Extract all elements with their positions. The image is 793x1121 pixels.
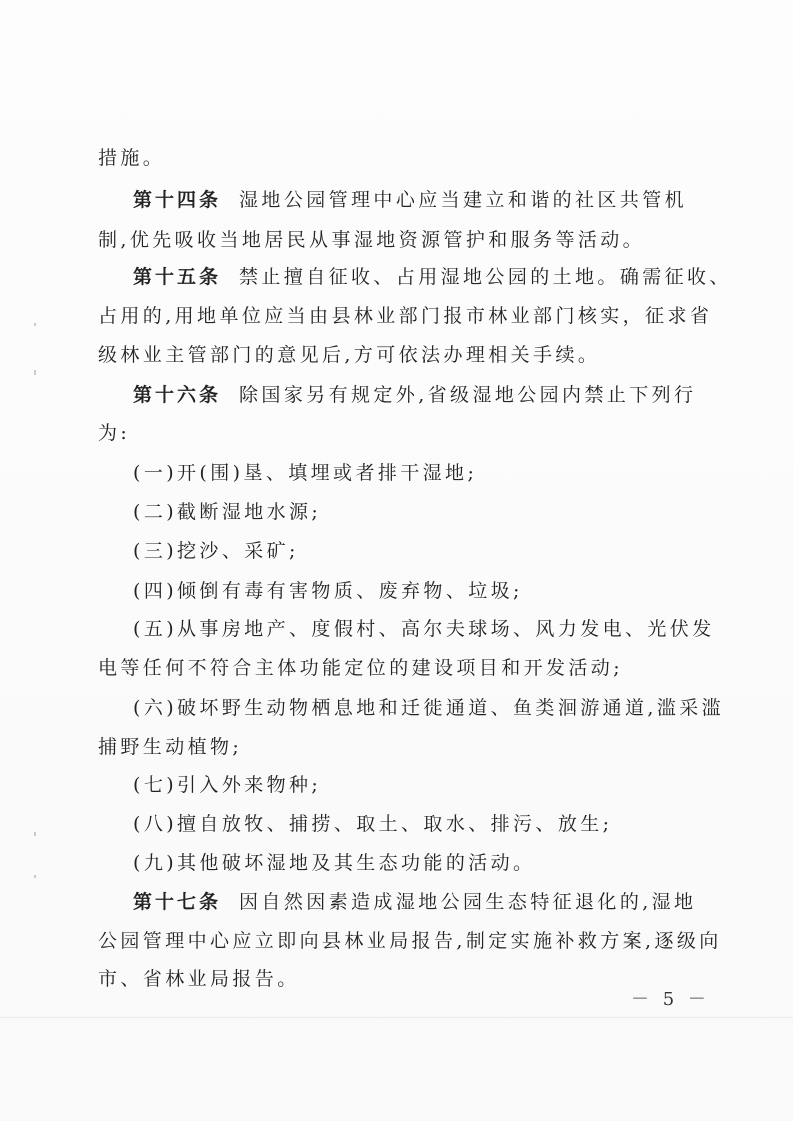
line-text: 湿地公园管理中心应当建立和谐的社区共管机 (239, 189, 688, 211)
line-text: 市、省林业局报告。 (98, 968, 300, 990)
list-item (133, 492, 733, 532)
text-line (98, 335, 698, 375)
list-item (133, 765, 733, 805)
line-text: (六)破坏野生动物栖息地和迁徙通道、鱼类洄游通道,滥采滥 (133, 697, 725, 719)
line-text: (八)擅自放牧、捕捞、取土、取水、排污、放生; (133, 813, 613, 835)
line-text: 措施。 (98, 147, 166, 169)
text-line (98, 921, 722, 961)
line-text: 因自然因素造成湿地公园生态特征退化的,湿地 (239, 891, 697, 913)
text-line (98, 959, 698, 999)
scan-mark (34, 832, 36, 836)
article-heading: 第十七条 (133, 891, 222, 913)
page-edge-line (0, 1017, 793, 1018)
list-item (133, 804, 733, 844)
page-number: － 5 － (631, 989, 710, 1010)
line-text: 级林业主管部门的意见后,方可依法办理相关手续。 (98, 344, 601, 366)
line-text: 除国家另有规定外,省级湿地公园内禁止下列行 (239, 384, 697, 406)
article-14-line (133, 180, 733, 220)
list-item (133, 453, 733, 493)
line-text: (五)从事房地产、度假村、高尔夫球场、风力发电、光伏发 (133, 618, 715, 640)
line-text: (二)截断湿地水源; (133, 501, 322, 523)
scan-mark (34, 370, 36, 375)
list-item (133, 531, 733, 571)
article-16-line (133, 375, 733, 415)
article-heading: 第十六条 (133, 384, 222, 406)
article-heading: 第十四条 (133, 189, 222, 211)
line-text: 电等任何不符合主体功能定位的建设项目和开发活动; (98, 657, 624, 679)
line-text: 占用的,用地单位应当由县林业部门报市林业部门核实，征求省 (98, 305, 713, 327)
article-15-line (133, 257, 733, 297)
line-text: 制,优先吸收当地居民从事湿地资源管护和服务等活动。 (98, 229, 646, 251)
text-line (98, 648, 698, 688)
text-line (98, 220, 698, 260)
text-line (98, 727, 698, 767)
list-item (133, 688, 733, 728)
text-line (98, 413, 698, 453)
line-text: 为: (98, 422, 131, 444)
text-line (98, 296, 713, 336)
line-text: (三)挖沙、采矿; (133, 540, 299, 562)
line-text: (四)倾倒有毒有害物质、废弃物、垃圾; (133, 580, 523, 602)
line-text: (九)其他破坏湿地及其生态功能的活动。 (133, 852, 536, 874)
scan-mark (34, 323, 36, 326)
line-text: 禁止擅自征收、占用湿地公园的土地。确需征收、 (239, 266, 732, 288)
list-item (133, 609, 733, 649)
text-line (98, 138, 698, 178)
line-text: (一)开(围)垦、填埋或者排干湿地; (133, 462, 478, 484)
article-heading: 第十五条 (133, 266, 222, 288)
line-text: 公园管理中心应立即向县林业局报告,制定实施补救方案,逐级向 (98, 930, 722, 952)
scan-mark (34, 875, 36, 878)
line-text: 捕野生动植物; (98, 736, 243, 758)
list-item (133, 843, 733, 883)
line-text: (七)引入外来物种; (133, 774, 322, 796)
article-17-line (133, 882, 733, 922)
list-item (133, 571, 733, 611)
